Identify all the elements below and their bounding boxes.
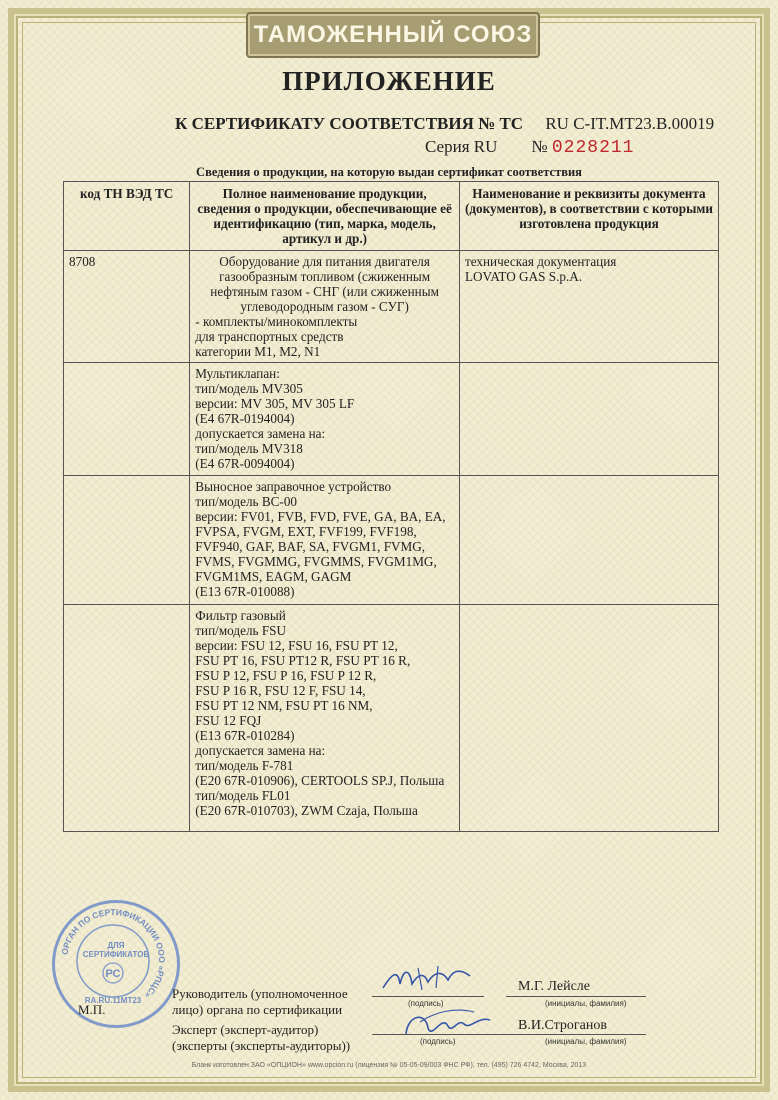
- stamp-reg-number: RA.RU.11МТ23: [84, 996, 142, 1005]
- table-header-row: [64, 182, 719, 251]
- product-cell: Выносное заправочное устройство тип/модель BC-00 версии: FV01, FVB, FVD, FVE, GA, BA, EA, FVPSA, FVGM, EXT, FVF199, FVF198, FVF940, GAF, BAF, SA, FVGM1, FVMG, FVMS, FVGMMG, FVGMMS, FVGM1MG, FVGM1MS, EAGM, GAGM (E13 67R-010088): [190, 476, 460, 605]
- series-label: Серия: [425, 137, 470, 156]
- table-caption: Сведения о продукции, на которую выдан сертификат соответствия: [196, 165, 582, 179]
- header-hs-code: код ТН ВЭД ТС: [64, 182, 190, 251]
- table-row: [64, 605, 719, 832]
- hs-code-cell: [64, 476, 190, 605]
- head-sign-caption: (подпись): [408, 999, 444, 1008]
- head-name: М.Г. Лейсле: [518, 979, 590, 994]
- appendix-title: ПРИЛОЖЕНИЕ: [282, 66, 496, 96]
- stamp-ring-text: ОРГАН ПО СЕРТИФИКАЦИИ ООО «РПЦС»: [59, 906, 168, 1001]
- certificate-line: [175, 114, 714, 134]
- product-cell: Мультиклапан: тип/модель MV305 версии: MV 305, MV 305 LF (E4 67R-0194004) допускается замена на: тип/модель MV318 (E4 67R-0094004): [190, 363, 460, 476]
- expert-sign-line: [372, 1034, 506, 1035]
- documents-cell: техническая документация LOVATO GAS S.p.A.: [459, 251, 718, 363]
- table-row: [64, 251, 719, 363]
- certificate-label: К СЕРТИФИКАТУ СООТВЕТСТВИЯ № ТС: [175, 114, 524, 133]
- union-title: ТАМОЖЕННЫЙ СОЮЗ: [253, 21, 533, 48]
- table-row: [64, 363, 719, 476]
- hs-code-cell: 8708: [64, 251, 190, 363]
- product-cell: Фильтр газовый тип/модель FSU версии: FSU 12, FSU 16, FSU PT 12, FSU PT 16, FSU PT12 R, FSU PT 16 R, FSU P 12, FSU P 16, FSU P 12 R, FSU P 16 R, FSU 12 F, FSU 14, FSU PT 12 NM, FSU PT 16 NM, FSU 12 FQJ (E13 67R-010284) допускается замена на: тип/модель F-781 (E20 67R-010906), CERTOOLS SP.J, Польша тип/модель FL01 (E20 67R-010703), ZWM Czaja, Польша: [190, 605, 460, 832]
- certification-stamp: [52, 900, 180, 1028]
- head-name-caption: (инициалы, фамилия): [545, 999, 627, 1008]
- product-table: [63, 181, 719, 832]
- product-cell: Оборудование для питания двигателя газообразным топливом (сжиженным нефтяным газом - СНГ (или сжиженным углеводородным газом - СУГ) - комплекты/минокомплекты для транспортных средств категории M1, M2, N1: [190, 251, 460, 363]
- mp-label: М.П.: [78, 1002, 106, 1017]
- expert-name-line: [506, 1034, 646, 1035]
- head-signatory-label: Руководитель (уполномоченное лицо) органа по сертификации: [172, 986, 348, 1017]
- series-line: [425, 137, 635, 158]
- head-signature-icon: [378, 962, 478, 998]
- form-number: 0228211: [551, 138, 635, 158]
- expert-sign-caption: (подпись): [420, 1037, 456, 1046]
- head-name-line: [506, 996, 646, 997]
- documents-cell: [459, 363, 718, 476]
- svg-text:РС: РС: [105, 968, 121, 980]
- hs-code-cell: [64, 605, 190, 832]
- table-row: [64, 476, 719, 605]
- number-label: №: [531, 137, 548, 156]
- customs-union-banner: [246, 12, 540, 58]
- documents-cell: [459, 605, 718, 832]
- expert-name: В.И.Строганов: [518, 1018, 607, 1033]
- print-footer: Бланк изготовлен ЗАО «ОПЦИОН» www.opcion.ru (лицензия № 05-05-09/003 ФНС РФ), тел. (495) 726 4742, Москва, 2013: [191, 1062, 587, 1069]
- certificate-number: RU С-IT.МТ23.В.00019: [545, 114, 715, 133]
- series-value: RU: [473, 137, 498, 156]
- expert-name-caption: (инициалы, фамилия): [545, 1037, 627, 1046]
- header-product-name: Полное наименование продукции, сведения о продукции, обеспечивающие её идентификацию (тип, марка, модель, артикул и др.): [190, 182, 460, 251]
- header-documents: Наименование и реквизиты документа (документов), в соответствии с которыми изготовлена продукция: [459, 182, 718, 251]
- hs-code-cell: [64, 363, 190, 476]
- head-sign-line: [372, 996, 484, 997]
- documents-cell: [459, 476, 718, 605]
- stamp-center-text: ДЛЯ СЕРТИФИКАТОВ: [82, 941, 150, 959]
- expert-label: Эксперт (эксперт-аудитор) (эксперты (эксперты-аудиторы)): [172, 1022, 351, 1053]
- stamp-ring-icon: [55, 903, 171, 1019]
